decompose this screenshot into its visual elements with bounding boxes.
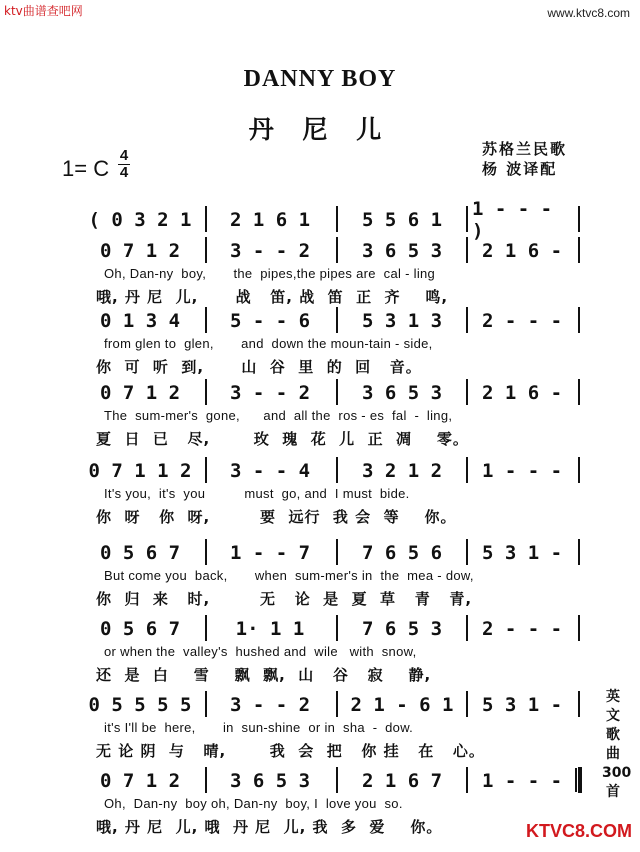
notation-line bbox=[80, 378, 585, 408]
lyrics-chinese: 夏 日 已 尽, 玫 瑰 花 儿 正 凋 零。 bbox=[96, 430, 469, 448]
measure: 1 - - - ) bbox=[472, 198, 553, 242]
bar-line bbox=[578, 615, 580, 641]
lyrics-english: or when the valley's hushed and wile with snow, bbox=[104, 644, 417, 659]
title-english: DANNY BOY bbox=[243, 66, 397, 92]
measure: 1 - - 7 bbox=[229, 542, 311, 564]
lyrics-chinese: 还 是 白 雪 飘 飘, 山 谷 寂 静, bbox=[96, 666, 432, 684]
notation-line bbox=[80, 614, 585, 644]
measure: 2 1 6 7 bbox=[361, 770, 443, 792]
lyrics-chinese: 无 论 阴 与 晴, 我 会 把 你 挂 在 心。 bbox=[96, 742, 485, 760]
side-note: 英文歌曲300首 bbox=[602, 689, 632, 800]
watermark-bottom-right: KTVC8.COM bbox=[525, 821, 632, 841]
bar-line bbox=[205, 379, 207, 405]
measure: 7 6 5 3 bbox=[361, 618, 443, 640]
measure: 2 - - - bbox=[481, 618, 563, 640]
bar-line bbox=[336, 457, 338, 483]
bar-line bbox=[336, 237, 338, 263]
key-signature: 1= C bbox=[62, 156, 110, 181]
lyrics-chinese: 你 可 听 到, 山 谷 里 的 回 音。 bbox=[96, 358, 422, 376]
measure: 2 1 6 - bbox=[481, 382, 563, 404]
bar-line bbox=[336, 379, 338, 405]
measure: 7 6 5 6 bbox=[361, 542, 443, 564]
notation-line bbox=[80, 198, 585, 242]
bar-line bbox=[205, 237, 207, 263]
time-signature-top: 4 bbox=[119, 147, 129, 164]
bar-line bbox=[336, 767, 338, 793]
measure: 1 - - - bbox=[481, 770, 563, 792]
measure: 2 1 6 - bbox=[481, 240, 563, 262]
lyrics-english: Oh, Dan-ny boy oh, Dan-ny boy, I love you so. bbox=[104, 796, 403, 811]
bar-line bbox=[205, 206, 207, 232]
lyrics-chinese: 哦, 丹 尼 儿, 战 笛, 战 笛 正 齐 鸣, bbox=[96, 288, 449, 306]
bar-line bbox=[205, 767, 207, 793]
measure: 3 6 5 3 bbox=[229, 770, 311, 792]
bar-line bbox=[466, 379, 468, 405]
watermark-top-right: www.ktvc8.com bbox=[547, 6, 630, 20]
measure: 5 3 1 - bbox=[481, 542, 563, 564]
bar-line bbox=[466, 206, 468, 232]
measure: 0 5 5 5 5 bbox=[88, 694, 192, 716]
bar-line bbox=[466, 237, 468, 263]
bar-line bbox=[336, 691, 338, 717]
measure: 1· 1 1 bbox=[235, 618, 305, 640]
measure: 5 3 1 3 bbox=[361, 310, 443, 332]
bar-line bbox=[466, 615, 468, 641]
measure: 3 - - 4 bbox=[229, 460, 311, 482]
notation-line bbox=[80, 456, 585, 486]
notation-line bbox=[80, 766, 585, 796]
measure: 3 - - 2 bbox=[229, 240, 311, 262]
bar-line bbox=[336, 615, 338, 641]
notation-line bbox=[80, 306, 585, 336]
measure: ( 0 3 2 1 bbox=[88, 209, 192, 231]
bar-line bbox=[466, 457, 468, 483]
bar-line bbox=[578, 307, 580, 333]
bar-line bbox=[466, 539, 468, 565]
lyrics-english: Oh, Dan-ny boy, the pipes,the pipes are cal - ling bbox=[104, 266, 436, 281]
measure: 1 - - - bbox=[481, 460, 563, 482]
bar-line bbox=[578, 767, 582, 793]
measure: 0 5 6 7 bbox=[99, 542, 181, 564]
bar-line bbox=[578, 379, 580, 405]
measure: 2 1 - 6 1 bbox=[350, 694, 454, 716]
lyrics-chinese: 你 归 来 时, 无 论 是 夏 草 青 青, bbox=[96, 590, 473, 608]
bar-line bbox=[205, 691, 207, 717]
bar-line bbox=[466, 767, 468, 793]
measure: 0 7 1 2 bbox=[99, 240, 181, 262]
title-chinese: 丹 尼 儿 bbox=[248, 115, 392, 144]
lyrics-chinese: 你 呀 你 呀, 要 远行 我 会 等 你。 bbox=[96, 508, 457, 526]
bar-line bbox=[205, 307, 207, 333]
lyrics-english: it's I'll be here, in sun-shine or in sha - dow. bbox=[104, 720, 414, 735]
measure: 0 7 1 2 bbox=[99, 770, 181, 792]
measure: 0 5 6 7 bbox=[99, 618, 181, 640]
measure: 3 6 5 3 bbox=[361, 382, 443, 404]
measure: 5 5 6 1 bbox=[361, 209, 443, 231]
notation-line bbox=[80, 690, 585, 720]
measure: 3 2 1 2 bbox=[361, 460, 443, 482]
measure: 5 3 1 - bbox=[481, 694, 563, 716]
measure: 2 1 6 1 bbox=[229, 209, 311, 231]
notation-line bbox=[80, 538, 585, 568]
bar-line bbox=[336, 206, 338, 232]
bar-line bbox=[466, 691, 468, 717]
measure: 0 7 1 2 bbox=[99, 382, 181, 404]
bar-line bbox=[205, 539, 207, 565]
measure: 5 - - 6 bbox=[229, 310, 311, 332]
lyrics-english: But come you back, when sum-mer's in the mea - dow, bbox=[104, 568, 474, 583]
measure: 0 7 1 1 2 bbox=[88, 460, 192, 482]
measure: 3 6 5 3 bbox=[361, 240, 443, 262]
bar-line bbox=[205, 457, 207, 483]
lyrics-english: It's you, it's you must go, and I must bide. bbox=[104, 486, 410, 501]
measure: 3 - - 2 bbox=[229, 694, 311, 716]
bar-line bbox=[578, 206, 580, 232]
notation-line bbox=[80, 236, 585, 266]
bar-line bbox=[466, 307, 468, 333]
watermark-top-left: ktv曲谱查吧网 bbox=[4, 4, 83, 18]
measure: 3 - - 2 bbox=[229, 382, 311, 404]
bar-line bbox=[578, 539, 580, 565]
lyrics-chinese: 哦, 丹 尼 儿, 哦 丹 尼 儿, 我 多 爱 你。 bbox=[96, 818, 443, 836]
bar-line bbox=[578, 457, 580, 483]
bar-line bbox=[205, 615, 207, 641]
bar-line bbox=[578, 691, 580, 717]
lyrics-english: The sum-mer's gone, and all the ros - es fal - ling, bbox=[104, 408, 453, 423]
measure: 0 1 3 4 bbox=[99, 310, 181, 332]
time-signature bbox=[118, 148, 130, 181]
bar-line bbox=[578, 237, 580, 263]
bar-line bbox=[336, 539, 338, 565]
measure: 2 - - - bbox=[481, 310, 563, 332]
bar-line bbox=[336, 307, 338, 333]
time-signature-bottom: 4 bbox=[119, 164, 129, 181]
credit-origin: 苏格兰民歌 bbox=[482, 140, 568, 158]
credit-arranger: 杨 波译配 bbox=[482, 160, 558, 178]
lyrics-english: from glen to glen, and down the moun-tain - side, bbox=[104, 336, 433, 351]
